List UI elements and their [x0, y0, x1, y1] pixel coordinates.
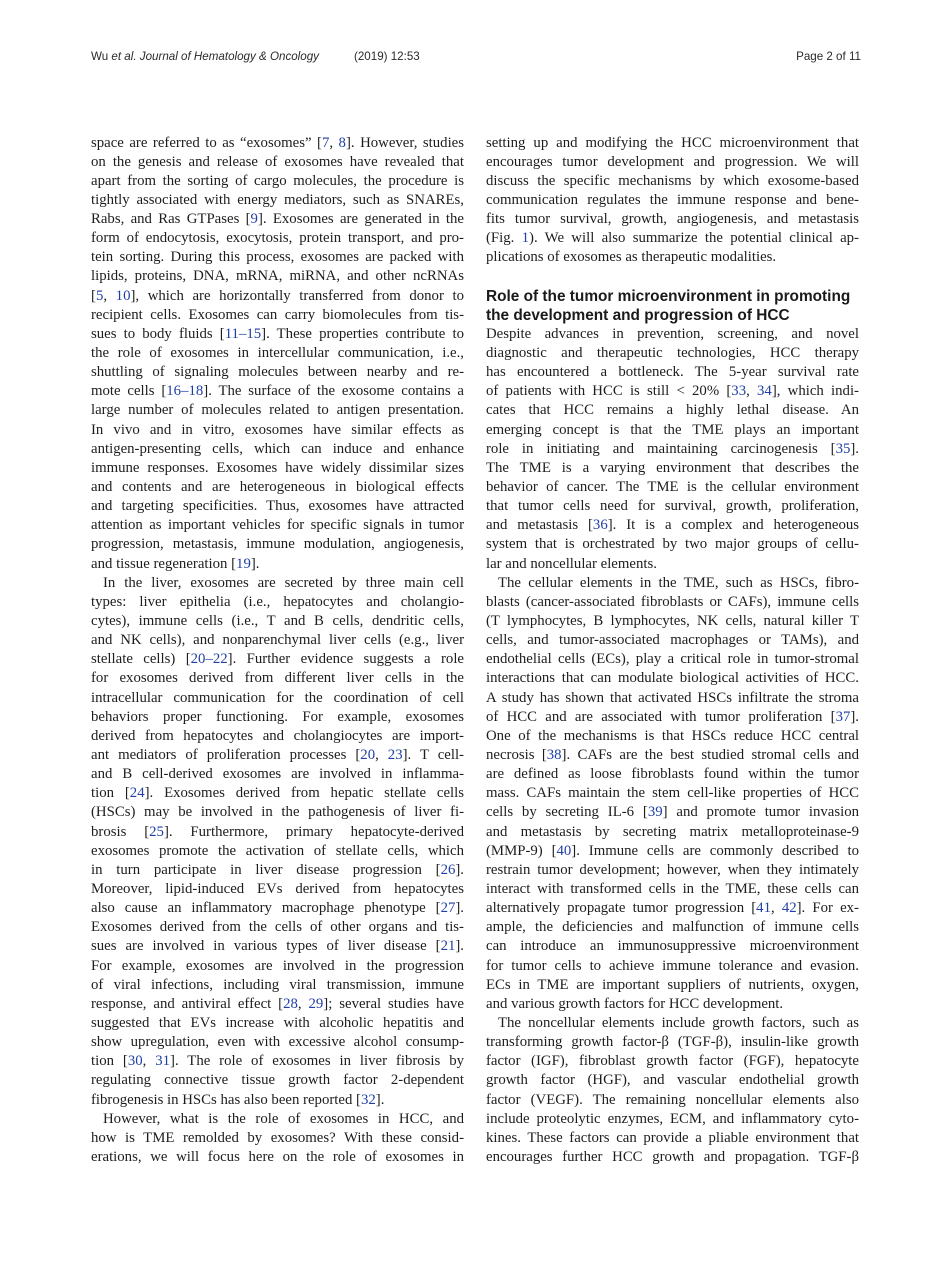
text-line: [5, 10], which are horizontally transferred from donor to: [91, 287, 464, 304]
text-line: (MMP-9) [40]. Immune cells are commonly described to: [486, 842, 859, 859]
citation-link[interactable]: 25: [149, 823, 164, 840]
left-column: [91, 134, 464, 1168]
text-line: necrosis [38]. CAFs are the best studied stromal cells and: [486, 747, 859, 763]
section-body: [486, 325, 859, 1167]
text-line: sues to body fluids [11–15]. These properties contribute to: [91, 325, 464, 342]
text-line: blasts (cancer-associated fibroblasts or CAFs), immune cells: [486, 593, 859, 610]
text-line: setting up and modifying the HCC microenvironment that: [486, 134, 859, 151]
citation-link[interactable]: 35: [835, 440, 851, 457]
text-line: role in initiating and maintaining carcinogenesis [35].: [486, 440, 859, 457]
text-line: in turn participate in liver disease progression [26].: [91, 861, 464, 878]
section-heading: [486, 287, 859, 325]
intro-continuation: [486, 134, 859, 268]
heading-line: the development and progression of HCC: [486, 306, 790, 324]
author: Wu: [91, 50, 109, 63]
text-line: of viral infections, including viral transmission, immune: [91, 976, 464, 993]
citation-link[interactable]: 41: [756, 900, 771, 917]
text-line: cells, and tumor-associated macrophages or TAMs), and: [486, 632, 859, 649]
volume-citation: (2019) 12:53: [354, 50, 420, 63]
text-line: restrain tumor development; however, when they intimately: [486, 861, 859, 878]
citation-link[interactable]: 20: [360, 747, 376, 763]
text-line: form of endocytosis, exocytosis, protein transport, and pro-: [91, 230, 464, 247]
citation-link[interactable]: 10: [115, 287, 131, 304]
text-line: encourages further HCC growth and propagation. TGF-β: [486, 1148, 859, 1165]
text-line: attention as important vehicles for specific signals in tumor: [91, 517, 464, 534]
citation-link[interactable]: 7: [321, 134, 330, 151]
citation-link[interactable]: 33: [731, 383, 747, 400]
text-line: and B cell-derived exosomes are involved in inflamma-: [91, 766, 464, 783]
text-line: sues are involved in various types of liver disease [21].: [91, 938, 464, 955]
text-line: transforming growth factor-β (TGF-β), insulin-like growth: [486, 1034, 859, 1051]
citation-link[interactable]: 37: [835, 708, 851, 725]
text-line: interactions that can modulate biological activities of HCC.: [486, 670, 859, 687]
text-line: how is TME remolded by exosomes? With these consid-: [91, 1129, 464, 1146]
text-line: tightly associated with energy mediators, such as SNAREs,: [91, 191, 464, 208]
text-line: of HCC and are associated with tumor proliferation [37].: [486, 708, 859, 725]
text-line: tein sorting. During this process, exosomes are packed with: [91, 249, 464, 266]
text-line: progression, metastasis, immune modulation, angiogenesis,: [91, 536, 464, 553]
text-line: Exosomes derived from the cells of other organs and tis-: [91, 919, 464, 936]
citation-link[interactable]: 34: [757, 383, 772, 400]
paragraph: [486, 574, 859, 1014]
text-line: kines. These factors can provide a pliable environment that: [486, 1129, 859, 1146]
text-line: fits tumor survival, growth, angiogenesis, and metastasis: [486, 211, 859, 228]
citation-link[interactable]: 27: [440, 900, 456, 917]
text-line: tion [30, 31]. The role of exosomes in liver fibrosis by: [91, 1053, 464, 1070]
citation-link[interactable]: 31: [155, 1053, 171, 1070]
text-line: brosis [25]. Furthermore, primary hepatocyte-derived: [91, 823, 465, 840]
text-line: Rabs, and Ras GTPases [9]. Exosomes are generated in the: [91, 211, 464, 228]
text-line: show upregulation, even with excessive alcohol consump-: [91, 1034, 464, 1051]
paragraph: [91, 1110, 464, 1167]
text-line: derived from hepatocytes and cholangiocytes are import-: [91, 727, 464, 744]
text-line: has encountered a bottleneck. The 5-year survival rate: [486, 364, 859, 381]
text-line: tion [24]. Exosomes derived from hepatic stellate cells: [91, 785, 464, 802]
text-line: encourages tumor development and progression. We will: [486, 153, 859, 170]
citation-link[interactable]: 23: [387, 747, 403, 763]
journal-reference: [91, 50, 319, 63]
text-line: lar and noncellular elements.: [486, 555, 657, 572]
citation-link[interactable]: 29: [308, 995, 324, 1012]
text-line: that tumor cells need for survival, growth, proliferation,: [486, 498, 859, 515]
text-line: alternatively propagate tumor progression [41, 42]. For ex-: [486, 900, 859, 917]
text-line: of patients with HCC is still < 20% [33, 34], which indi-: [486, 383, 859, 400]
citation-link[interactable]: 11–15: [224, 325, 262, 342]
text-line: lipids, proteins, DNA, mRNA, miRNA, and other ncRNAs: [91, 268, 464, 285]
text-line: types: liver epithelia (i.e., hepatocytes and cholangio-: [91, 593, 464, 610]
text-line: include proteolytic enzymes, ECM, and inflammatory cyto-: [486, 1110, 859, 1127]
citation-link[interactable]: 28: [283, 995, 298, 1012]
citation-link[interactable]: 26: [440, 861, 456, 878]
citation-link[interactable]: 16–18: [166, 383, 204, 400]
citation-link[interactable]: 36: [592, 517, 608, 534]
text-line: For example, exosomes are involved in the progression: [91, 957, 464, 974]
text-line: One of the mechanisms is that HSCs reduce HCC central: [486, 727, 859, 744]
figure-link[interactable]: 1: [521, 230, 530, 247]
text-line: and metastasis [36]. It is a complex and heterogeneous: [486, 517, 859, 534]
text-line: exosomes promote the activation of stellate cells, which: [91, 842, 464, 859]
right-column: [486, 134, 859, 1168]
text-line: the role of exosomes in intercellular communication, i.e.,: [91, 345, 464, 362]
text-line: and various growth factors for HCC development.: [486, 995, 784, 1012]
text-line: behaviors proper functioning. For example, exosomes: [91, 708, 464, 725]
text-line: and metastasis by secreting matrix metalloproteinase-9: [486, 823, 859, 840]
text-line: In vivo and in vitro, exosomes have similar effects as: [91, 421, 464, 438]
citation-link[interactable]: 8: [338, 134, 346, 151]
text-line: for exosomes derived from different liver cells in the: [91, 670, 464, 687]
text-line: for tumor cells to achieve immune tolerance and evasion.: [486, 957, 859, 974]
text-line: antigen-presenting cells, which can induce and enhance: [91, 440, 464, 457]
text-line: A study has shown that activated HSCs infiltrate the stroma: [486, 689, 859, 706]
text-line: can introduce an immunosuppressive microenvironment: [486, 938, 859, 955]
citation-link[interactable]: 38: [546, 747, 562, 763]
running-header: [91, 50, 861, 66]
text-line: growth factor (HGF), and vascular endothelial growth: [486, 1072, 859, 1089]
text-line: The noncellular elements include growth factors, such as: [498, 1014, 859, 1031]
text-line: discuss the specific mechanisms by which exosome-based: [486, 172, 859, 189]
text-line: apart from the sorting of cargo molecules, the procedure is: [91, 172, 464, 189]
text-line: endothelial cells (ECs), play a critical role in tumor-stromal: [486, 651, 859, 668]
text-line: The TME is a varying environment that describes the: [486, 459, 859, 476]
text-line: large number of molecules related to antigen presentation.: [91, 402, 464, 419]
text-line: cells by secreting IL-6 [39] and promote tumor invasion: [486, 804, 859, 821]
text-line: The cellular elements in the TME, such as HSCs, fibro-: [498, 574, 859, 591]
citation-link[interactable]: 40: [556, 842, 572, 859]
text-line: recipient cells. Exosomes can carry biomolecules from tis-: [91, 306, 464, 323]
text-line: intracellular communication for the coordination of cell: [91, 689, 464, 706]
text-line: response, and antiviral effect [28, 29]; several studies have: [91, 995, 464, 1012]
citation-link[interactable]: 42: [781, 900, 797, 917]
text-line: system that is orchestrated by two major groups of cellu-: [486, 536, 859, 553]
citation-link[interactable]: 20–22: [190, 651, 228, 668]
text-line: fibrogenesis in HSCs has also been reported [32].: [91, 1091, 385, 1108]
text-line: communication regulates the immune response and bene-: [486, 191, 859, 208]
text-line: ample, the deficiencies and malfunction of immune cells: [486, 919, 859, 936]
text-line: shuttling of signaling molecules between nearby and re-: [91, 364, 464, 381]
page-number: Page 2 of 11: [796, 50, 861, 63]
citation-link[interactable]: 24: [129, 785, 145, 802]
text-line: Moreover, lipid-induced EVs derived from hepatocytes: [91, 880, 464, 897]
citation-link[interactable]: 9: [250, 211, 258, 228]
text-line: cates that HCC remains a highly lethal disease. An: [486, 402, 859, 419]
text-line: cytes), immune cells (i.e., T and B cells, dendritic cells,: [91, 613, 464, 630]
citation-link[interactable]: 19: [236, 555, 251, 572]
text-line: emerging concept is that the TME plays an important: [486, 421, 859, 438]
text-line: ECs in TME are important suppliers of nutrients, oxygen,: [486, 976, 859, 993]
text-line: behavior of cancer. The TME is the cellular environment: [486, 479, 859, 496]
paragraph: [91, 574, 464, 1110]
citation-link[interactable]: 30: [127, 1053, 143, 1070]
text-line: In the liver, exosomes are secreted by three main cell: [103, 574, 464, 591]
citation-link[interactable]: 32: [361, 1091, 376, 1108]
citation-link[interactable]: 5: [95, 287, 104, 304]
text-line: and NK cells), and nonparenchymal liver cells (e.g., liver: [91, 632, 464, 649]
citation-link[interactable]: 39: [647, 804, 663, 821]
heading-line: Role of the tumor microenvironment in promoting: [486, 287, 851, 305]
paragraph: [486, 1014, 859, 1167]
text-line: plications of exosomes as therapeutic modalities.: [486, 249, 777, 266]
text-line: factor (VEGF). The remaining noncellular elements also: [486, 1091, 859, 1108]
paragraph: [486, 134, 859, 268]
text-line: and contents and are heterogeneous in biological effects: [91, 479, 464, 496]
text-line: immune responses. Exosomes have widely dissimilar sizes: [91, 459, 464, 476]
text-line: and tissue regeneration [19].: [91, 555, 260, 572]
text-line: are defined as loose fibroblasts found within the tumor: [486, 766, 859, 783]
text-line: interact with transformed cells in the TME, these cells can: [486, 880, 859, 897]
text-line: diagnostic and therapeutic technologies, HCC therapy: [486, 345, 859, 362]
paragraph: [91, 134, 464, 574]
text-line: ant mediators of proliferation processes [20, 23]. T cell-: [91, 747, 464, 763]
et-al: et al.: [111, 50, 137, 63]
text-line: suggested that EVs increase with alcoholic hepatitis and: [91, 1014, 464, 1031]
text-line: However, what is the role of exosomes in HCC, and: [103, 1110, 464, 1127]
text-line: mass. CAFs maintain the stem cell-like properties of HCC: [486, 785, 859, 802]
citation-link[interactable]: 21: [440, 938, 456, 955]
text-line: on the genesis and release of exosomes have revealed that: [91, 153, 464, 170]
text-line: (Fig. 1). We will also summarize the potential clinical ap-: [486, 230, 859, 247]
text-line: (HSCs) may be involved in the pathogenesis of liver fi-: [91, 804, 464, 821]
text-line: mote cells [16–18]. The surface of the exosome contains a: [91, 383, 464, 400]
text-line: space are referred to as “exosomes” [7, 8]. However, studies: [91, 134, 465, 151]
text-line: and targeting specificities. Thus, exosomes have attracted: [91, 498, 464, 515]
text-line: (T lymphocytes, B lymphocytes, NK cells, natural killer T: [486, 613, 859, 630]
text-line: also cause an inflammatory macrophage phenotype [27].: [91, 900, 464, 917]
text-line: regulating connective tissue growth factor 2-dependent: [91, 1072, 464, 1089]
journal-name: Journal of Hematology & Oncology: [139, 50, 319, 63]
text-line: Despite advances in prevention, screening, and novel: [486, 325, 859, 342]
text-line: stellate cells) [20–22]. Further evidence suggests a role: [91, 651, 465, 668]
text-line: erations, we will focus here on the role of exosomes in: [91, 1148, 464, 1165]
paragraph: [486, 325, 859, 574]
text-line: factor (IGF), fibroblast growth factor (FGF), hepatocyte: [486, 1053, 859, 1070]
